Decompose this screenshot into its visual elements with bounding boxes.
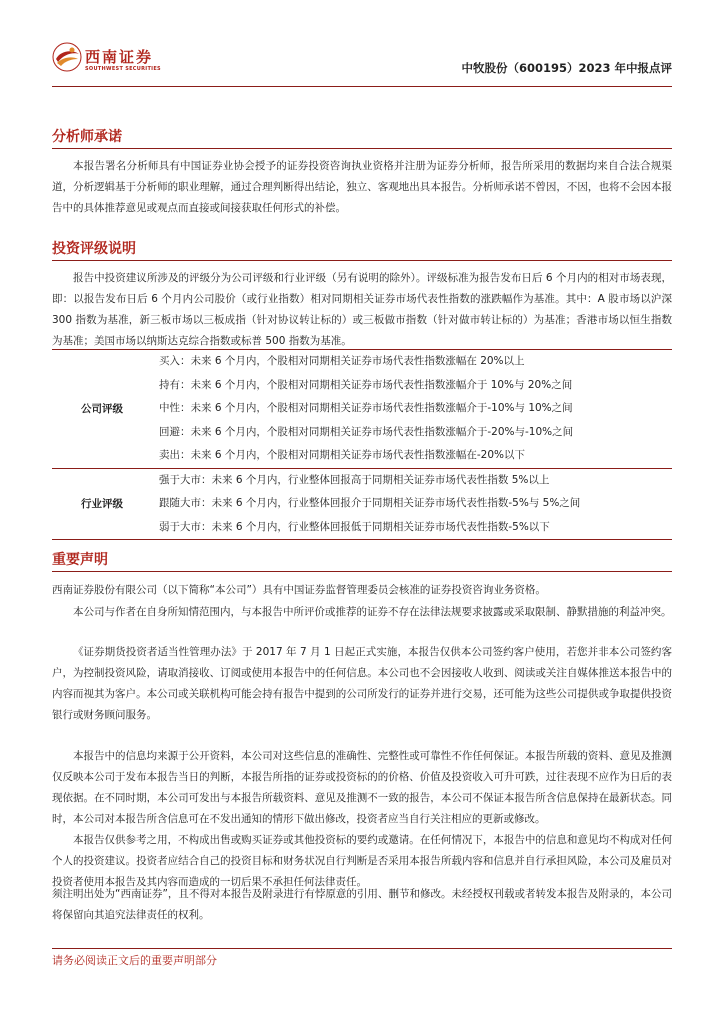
rating-intro-text: 报告中投资建议所涉及的评级分为公司评级和行业评级（另有说明的除外）。评级标准为报告发布日后 6 个月内的相对市场表现，即：以报告发布日后 6 个月内公司股价（或行业指数）相对同期相关证券市场代表性指数的涨跌幅作为基准。其中：A 股市场以沪深 300 指数为基准，新三板市场以三板成指（针对协议转让标的）或三板做市指数（针对做市转让标的）为基准；香港市场以恒生指数为基准；美国市场以纳斯达克综合指数或标普 500 指数为基准。 — [52, 272, 672, 347]
logo-chinese-name: 西南证券 — [85, 48, 154, 66]
rating-table — [52, 349, 672, 540]
disclaimer-paragraph: 须注明出处为“西南证券”，且不得对本报告及附录进行有悖原意的引用、删节和修改。未经授权刊载或者转发本报告及附录的，本公司将保留向其追究法律责任的权利。 — [52, 888, 672, 921]
section-title-disclaimer: 重要声明 — [52, 552, 108, 568]
company-rating-row: 持有：未来 6 个月内，个股相对同期相关证券市场代表性指数涨幅介于 10%与 20%之间 — [159, 378, 573, 391]
analyst-commitment-text: 本报告署名分析师具有中国证券业协会授予的证券投资咨询执业资格并注册为证券分析师，报告所采用的数据均来自合法合规渠道，分析逻辑基于分析师的职业理解，通过合理判断得出结论，独立、客观地出具本报告。分析师承诺不曾因，不因，也将不会因本报告中的具体推荐意见或观点而直接或间接获取任何形式的补偿。 — [52, 160, 672, 214]
section-title-analyst: 分析师承诺 — [52, 129, 122, 145]
header-divider — [52, 86, 672, 87]
page-header — [52, 40, 672, 86]
company-rating-row: 买入：未来 6 个月内，个股相对同期相关证券市场代表性指数涨幅在 20%以上 — [159, 355, 525, 367]
section-divider-analyst — [52, 148, 672, 149]
disclaimer-paragraph: 本报告仅供参考之用，不构成出售或购买证券或其他投资标的要约或邀请。在任何情况下，本报告中的信息和意见均不构成对任何个人的投资建议。投资者应结合自己的投资目标和财务状况自行判断是否采用本报告所载内容和信息并自行承担风险，本公司及雇员对投资者使用本报告及其内容而造成的一切后果不承担任何法律责任。 — [52, 834, 672, 888]
swsc-logo-icon — [52, 42, 82, 72]
section-title-rating: 投资评级说明 — [52, 241, 136, 257]
report-title: 中牧股份（600195）2023 年中报点评 — [461, 61, 672, 75]
footer-notice: 请务必阅读正文后的重要声明部分 — [52, 954, 217, 967]
logo-english-name: SOUTHWEST SECURITIES — [85, 66, 161, 72]
disclaimer-paragraph: 本报告中的信息均来源于公开资料，本公司对这些信息的准确性、完整性或可靠性不作任何保证。本报告所载的资料、意见及推测仅反映本公司于发布本报告当日的判断，本报告所指的证券或投资标的的价格、价值及投资收入可升可跌，过往表现不应作为日后的表现依据。在不同时期，本公司可发出与本报告所载资料、意见及推测不一致的报告，本公司不保证本报告所含信息保持在最新状态。同时，本公司对本报告所含信息可在不发出通知的情形下做出修改，投资者应当自行关注相应的更新或修改。 — [52, 750, 672, 825]
disclaimer-paragraph: 本公司与作者在自身所知情范围内，与本报告中所评价或推荐的证券不存在法律法规要求披露或采取限制、静默措施的利益冲突。 — [73, 606, 672, 618]
disclaimer-paragraph: 《证券期货投资者适当性管理办法》于 2017 年 7 月 1 日起正式实施，本报告仅供本公司签约客户使用，若您并非本公司签约客户，为控制投资风险，请取消接收、订阅或使用本报告中的任何信息。本公司也不会因接收人收到、阅读或关注自媒体推送本报告中的内容而视其为客户。本公司或关联机构可能会持有报告中提到的公司所发行的证券并进行交易，还可能为这些公司提供或争取提供投资银行或财务顾问服务。 — [52, 646, 672, 721]
section-divider-rating — [52, 260, 672, 261]
company-rating-row: 中性：未来 6 个月内，个股相对同期相关证券市场代表性指数涨幅介于-10%与 10%之间 — [159, 402, 573, 414]
company-logo — [52, 40, 182, 80]
disclaimer-paragraph: 西南证券股份有限公司（以下简称“本公司”）具有中国证券监督管理委员会核准的证券投资咨询业务资格。 — [52, 584, 546, 596]
industry-rating-row: 跟随大市：未来 6 个月内，行业整体回报介于同期相关证券市场代表性指数-5%与 5%之间 — [159, 497, 581, 509]
company-rating-label: 公司评级 — [81, 403, 123, 416]
footer-divider — [52, 948, 672, 949]
company-rating-row: 回避：未来 6 个月内，个股相对同期相关证券市场代表性指数涨幅介于-20%与-10%之间 — [159, 425, 574, 438]
company-rating-group — [52, 349, 672, 469]
industry-rating-row: 强于大市：未来 6 个月内，行业整体回报高于同期相关证券市场代表性指数 5%以上 — [159, 473, 550, 486]
industry-rating-label: 行业评级 — [81, 498, 123, 511]
section-divider-disclaimer — [52, 571, 672, 572]
company-rating-row: 卖出：未来 6 个月内，个股相对同期相关证券市场代表性指数涨幅在-20%以下 — [159, 449, 525, 461]
industry-rating-group — [52, 469, 672, 541]
industry-rating-row: 弱于大市：未来 6 个月内，行业整体回报低于同期相关证券市场代表性指数-5%以下 — [159, 520, 550, 533]
